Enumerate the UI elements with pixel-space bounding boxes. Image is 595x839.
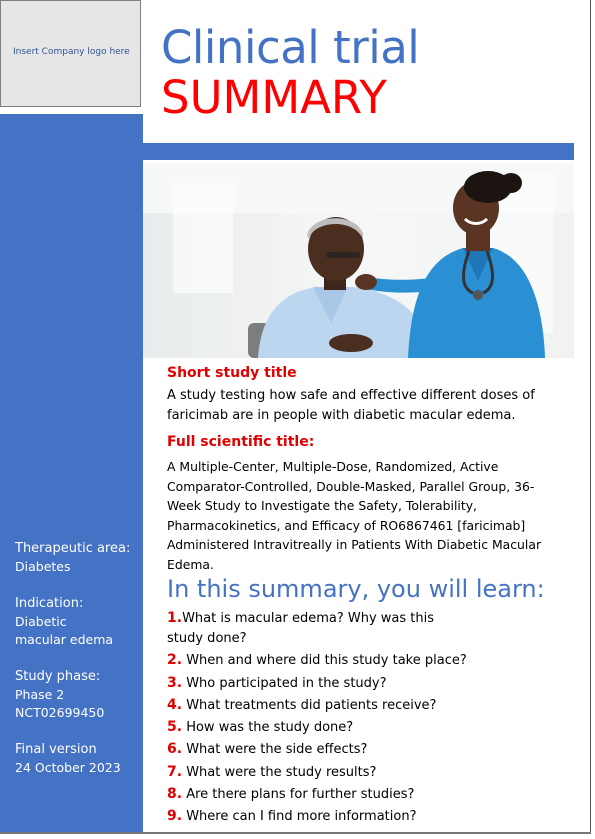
learn-item-text: What were the side effects? — [186, 742, 368, 757]
learn-item-text: When and where did this study take place? — [186, 653, 467, 668]
learn-item-number: 6. — [167, 741, 183, 757]
title-line-2: SUMMARY — [161, 71, 387, 124]
full-title-text: A Multiple-Center, Multiple-Dose, Randomized, Active Comparator-Controlled, Double-Masked, Parallel Group, 36-Week Study to Investigate the Safety, Tolerability, Pharmacokinetics, and Efficacy of RO6867461 [faricimab] Administered Intravitreally in Patients With Diabetic Macular Edema. — [167, 459, 542, 572]
study-phase-value: Phase 2 — [15, 687, 65, 702]
sidebar — [0, 114, 143, 832]
learn-item — [167, 650, 487, 671]
header-accent-bar — [143, 143, 574, 160]
therapeutic-area-value: Diabetes — [15, 559, 71, 574]
title-line-1: Clinical trial — [161, 21, 420, 74]
learn-item-number: 1. — [167, 610, 183, 626]
therapeutic-area-label: Therapeutic area: — [15, 541, 131, 556]
nct-number: NCT02699450 — [15, 705, 105, 720]
learn-item-number: 9. — [167, 808, 183, 824]
learn-item-number: 4. — [167, 697, 183, 713]
short-title-text: A study testing how safe and effective different doses of faricimab are in people with diabetic macular edema. — [167, 388, 535, 423]
indication-value-line-2: macular edema — [15, 632, 114, 647]
learn-item-number: 2. — [167, 652, 183, 668]
learn-item-number: 5. — [167, 719, 183, 735]
company-logo-placeholder — [0, 0, 141, 107]
learn-item-number: 3. — [167, 675, 183, 691]
learn-item-text: How was the study done? — [186, 720, 354, 735]
learn-item — [167, 806, 487, 827]
learn-item-text: What treatments did patients receive? — [186, 698, 437, 713]
logo-placeholder-text: Insert Company logo here — [13, 47, 130, 57]
learn-item — [167, 673, 487, 694]
learn-item-text: Are there plans for further studies? — [186, 787, 415, 802]
study-phase-label: Study phase: — [15, 669, 101, 684]
nurse-patient-illustration — [143, 163, 574, 358]
learn-item — [167, 695, 487, 716]
learn-item — [167, 608, 467, 649]
indication-label: Indication: — [15, 596, 84, 611]
learn-heading: In this summary, you will learn: — [167, 575, 545, 603]
learn-item — [167, 762, 487, 783]
hero-photo — [143, 163, 574, 358]
learn-item-number: 8. — [167, 786, 183, 802]
indication-value-line-1: Diabetic — [15, 614, 67, 629]
learn-item-number: 7. — [167, 764, 183, 780]
version-label: Final version — [15, 742, 97, 757]
learn-item-text: What is macular edema? Why was this study done? — [167, 611, 434, 646]
short-title-heading: Short study title — [167, 365, 297, 381]
learn-item-text: Where can I find more information? — [186, 809, 417, 824]
learn-item — [167, 717, 487, 738]
learn-item-text: Who participated in the study? — [186, 676, 387, 691]
version-date: 24 October 2023 — [15, 760, 121, 775]
full-title-heading: Full scientific title: — [167, 434, 315, 450]
page-border-bottom — [0, 832, 591, 834]
learn-item — [167, 784, 487, 805]
learn-item — [167, 739, 487, 760]
page-border-right — [590, 0, 591, 834]
learn-item-text: What were the study results? — [186, 765, 377, 780]
